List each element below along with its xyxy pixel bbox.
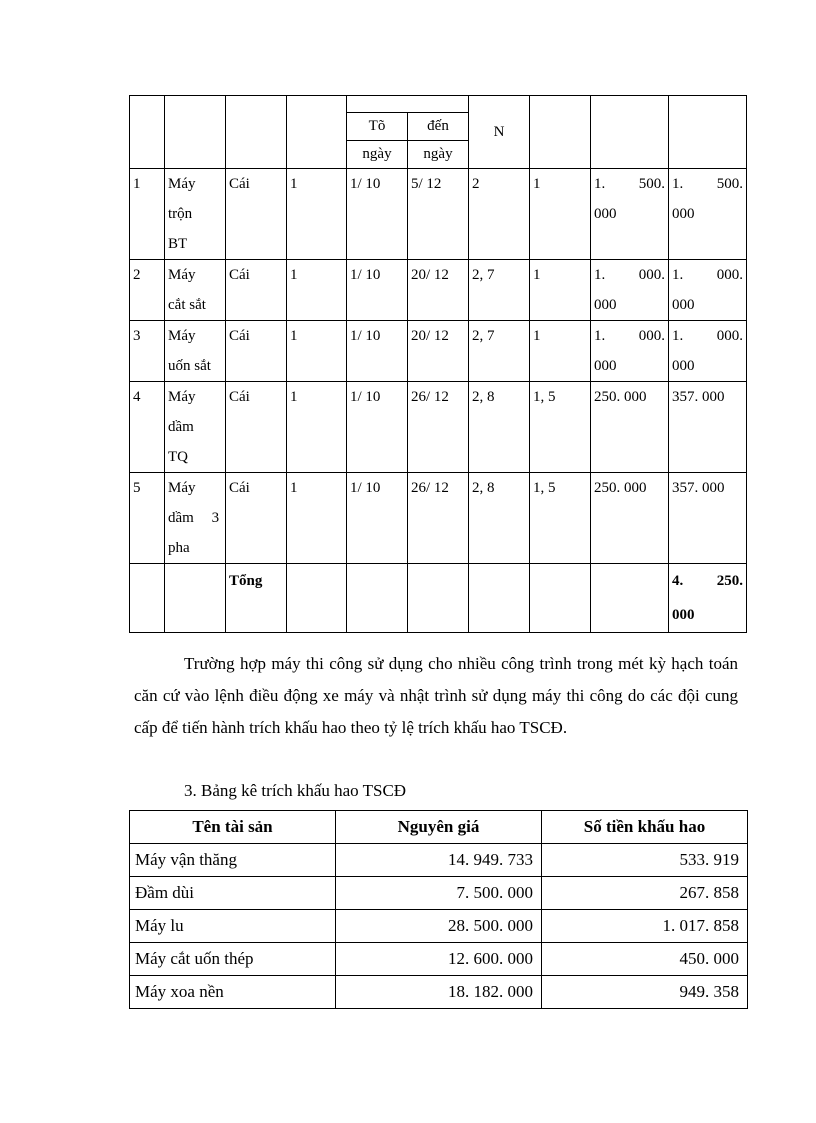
header-from: Tõ [347, 113, 408, 141]
cell-depreciation: 533. 919 [542, 844, 748, 877]
cell-stt: 5 [130, 473, 165, 564]
cell-unit: Cái [226, 473, 287, 564]
cell-stt: 1 [130, 169, 165, 260]
cell-from: 1/ 10 [347, 169, 408, 260]
header-depreciation-amount: Số tiền khấu hao [542, 811, 748, 844]
cell-name: Máy uốn sắt [165, 321, 226, 382]
cell-from: 1/ 10 [347, 321, 408, 382]
cell-asset: Máy lu [130, 910, 336, 943]
cell-to: 20/ 12 [408, 321, 469, 382]
equipment-depreciation-table [129, 95, 747, 633]
cell-stt: 4 [130, 382, 165, 473]
cell-unit: Cái [226, 169, 287, 260]
cell-value2: 357. 000 [669, 382, 747, 473]
cell-unit: Cái [226, 260, 287, 321]
table-row [130, 169, 747, 260]
cell-value2: 1. 000. 000 [669, 321, 747, 382]
cell-asset: Máy cắt uốn thép [130, 943, 336, 976]
cell-price: 28. 500. 000 [336, 910, 542, 943]
table-header-row [130, 811, 748, 844]
cell-n: 2, 8 [469, 473, 530, 564]
section-title: 3. Bảng kê trích khấu hao TSCĐ [184, 781, 407, 800]
header-asset-name: Tên tài sản [130, 811, 336, 844]
cell-unit: Cái [226, 382, 287, 473]
cell-to: 26/ 12 [408, 382, 469, 473]
cell-depreciation: 949. 358 [542, 976, 748, 1009]
cell-value1: 1. 000. 000 [591, 260, 669, 321]
table-row [130, 260, 747, 321]
cell-to: 5/ 12 [408, 169, 469, 260]
cell-value2: 1. 500. 000 [669, 169, 747, 260]
header-to: ngày [408, 141, 469, 169]
cell-value1: 250. 000 [591, 473, 669, 564]
cell-rate: 1 [530, 169, 591, 260]
cell-n: 2, 7 [469, 260, 530, 321]
header-to: đến [408, 113, 469, 141]
cell-asset: Đầm dùi [130, 877, 336, 910]
table-header-row [130, 96, 747, 113]
cell-price: 7. 500. 000 [336, 877, 542, 910]
cell-asset: Máy vận thăng [130, 844, 336, 877]
cell-to: 26/ 12 [408, 473, 469, 564]
cell-from: 1/ 10 [347, 473, 408, 564]
body-paragraph: Trường hợp máy thi công sử dụng cho nhiều công trình trong mét kỳ hạch toán căn cứ vào lệnh điều động xe máy và nhật trình sử dụng máy thi công do các đội cung cấp để tiến hành trích khấu hao theo tỷ lệ trích khấu hao TSCĐ. [134, 654, 738, 737]
cell-asset: Máy xoa nền [130, 976, 336, 1009]
cell-qty: 1 [287, 260, 347, 321]
cell-price: 18. 182. 000 [336, 976, 542, 1009]
total-row [130, 564, 747, 633]
depreciation-summary-table [129, 810, 748, 1009]
cell-name: Máy trộn BT [165, 169, 226, 260]
cell-rate: 1 [530, 321, 591, 382]
total-value: 4. 250. 000 [669, 564, 747, 633]
cell-value1: 1. 500. 000 [591, 169, 669, 260]
cell-n: 2, 7 [469, 321, 530, 382]
cell-name: Máy cắt sắt [165, 260, 226, 321]
cell-qty: 1 [287, 473, 347, 564]
table-row [130, 473, 747, 564]
table-row [130, 943, 748, 976]
cell-value2: 357. 000 [669, 473, 747, 564]
table-row [130, 877, 748, 910]
cell-to: 20/ 12 [408, 260, 469, 321]
cell-value2: 1. 000. 000 [669, 260, 747, 321]
cell-name: Máy dầm 3 pha [165, 473, 226, 564]
cell-name: Máy dầm TQ [165, 382, 226, 473]
header-original-price: Nguyên giá [336, 811, 542, 844]
cell-qty: 1 [287, 321, 347, 382]
table-row [130, 321, 747, 382]
cell-rate: 1, 5 [530, 382, 591, 473]
cell-depreciation: 450. 000 [542, 943, 748, 976]
cell-from: 1/ 10 [347, 382, 408, 473]
cell-n: 2 [469, 169, 530, 260]
header-n: N [469, 96, 530, 169]
cell-unit: Cái [226, 321, 287, 382]
cell-stt: 3 [130, 321, 165, 382]
cell-value1: 1. 000. 000 [591, 321, 669, 382]
cell-n: 2, 8 [469, 382, 530, 473]
cell-from: 1/ 10 [347, 260, 408, 321]
cell-stt: 2 [130, 260, 165, 321]
cell-price: 12. 600. 000 [336, 943, 542, 976]
cell-value1: 250. 000 [591, 382, 669, 473]
total-label: Tổng [226, 564, 287, 633]
cell-qty: 1 [287, 382, 347, 473]
cell-price: 14. 949. 733 [336, 844, 542, 877]
table-row [130, 910, 748, 943]
cell-depreciation: 1. 017. 858 [542, 910, 748, 943]
header-from: ngày [347, 141, 408, 169]
table-row [130, 844, 748, 877]
table-row [130, 976, 748, 1009]
table-row [130, 382, 747, 473]
cell-depreciation: 267. 858 [542, 877, 748, 910]
cell-rate: 1 [530, 260, 591, 321]
cell-qty: 1 [287, 169, 347, 260]
cell-rate: 1, 5 [530, 473, 591, 564]
